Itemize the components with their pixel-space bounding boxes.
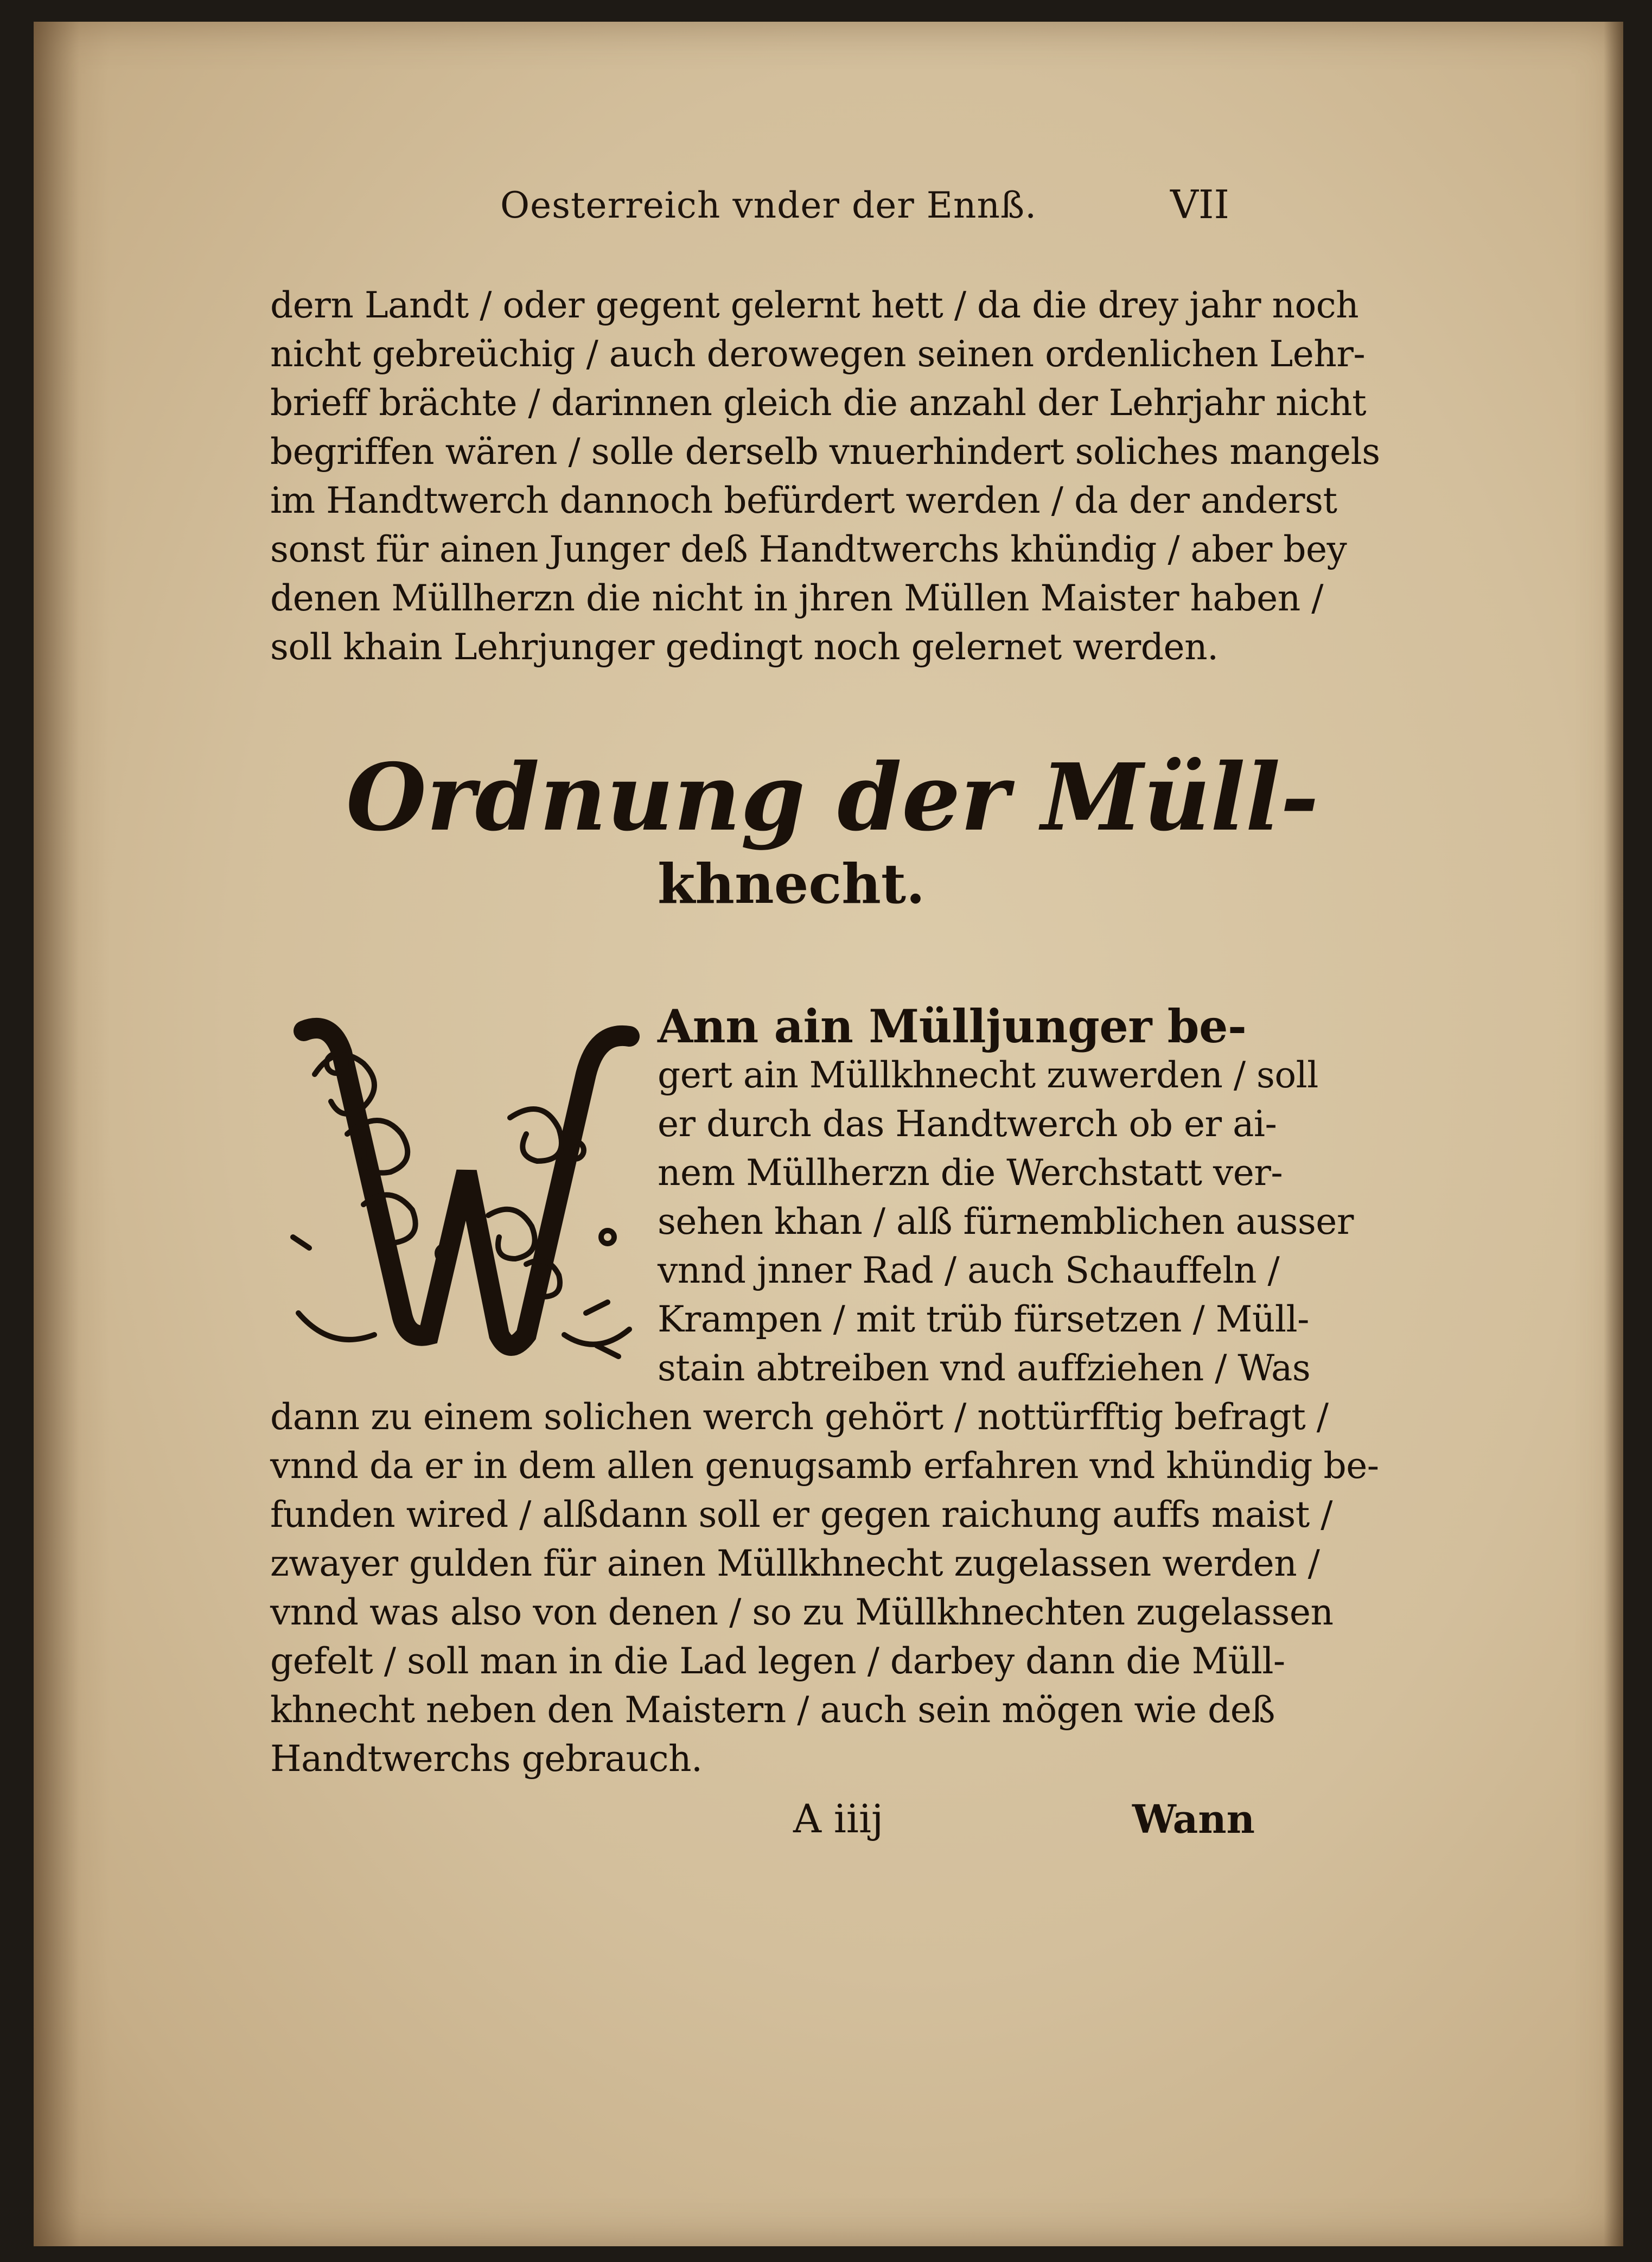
paragraph-2-indented — [658, 999, 1354, 1393]
text-line: stain abtreiben vnd auffziehen / Was — [658, 1347, 1311, 1389]
text-line: Ann ain Mülljunger be- — [658, 999, 1247, 1053]
paragraph-1 — [270, 281, 1380, 672]
text-line: vnnd jnner Rad / auch Schauffeln / — [658, 1250, 1280, 1291]
catchword: Wann — [1132, 1796, 1255, 1842]
text-line: khnecht neben den Maistern / auch sein mögen wie deß — [270, 1689, 1275, 1731]
text-line: funden wired / alßdann soll er gegen raichung auffs maist / — [270, 1494, 1332, 1535]
signature-mark: A iiij — [793, 1796, 884, 1842]
text-line: soll khain Lehrjunger gedingt noch gelernet werden. — [270, 626, 1219, 668]
binding-gutter — [34, 22, 110, 2246]
text-line: sonst für ainen Junger deß Handtwerchs khündig / aber bey — [270, 528, 1347, 570]
page-number: VII — [1170, 182, 1229, 227]
text-line: brieff brächte / darinnen gleich die anzahl der Lehrjahr nicht — [270, 382, 1367, 424]
paragraph-2-continued — [270, 1393, 1379, 1784]
text-line: vnnd da er in dem allen genugsamb erfahren vnd khündig be- — [270, 1445, 1379, 1487]
text-line: denen Müllherzn die nicht in jhren Müllen Maister haben / — [270, 577, 1323, 619]
running-head: Oesterreich vnder der Ennß. — [500, 184, 1037, 226]
text-line: vnnd was also von denen / so zu Müllkhnechten zugelassen — [270, 1591, 1334, 1633]
text-line: zwayer gulden für ainen Müllkhnecht zugelassen werden / — [270, 1543, 1320, 1584]
section-heading-line-1: Ordnung der Müll- — [346, 743, 1319, 852]
text-line: im Handtwerch dannoch befürdert werden / da der anderst — [270, 480, 1337, 521]
text-line: gefelt / soll man in die Lad legen / darbey dann die Müll- — [270, 1640, 1285, 1682]
text-line: Handtwerchs gebrauch. — [270, 1738, 703, 1780]
text-line: Krampen / mit trüb fürsetzen / Müll- — [658, 1298, 1309, 1340]
text-line: dern Landt / oder gegent gelernt hett / da die drey jahr noch — [270, 284, 1359, 326]
text-line: dann zu einem solichen werch gehört / nottürfftig befragt / — [270, 1396, 1329, 1438]
text-line: er durch das Handtwerch ob er ai- — [658, 1103, 1277, 1145]
initial-letter: W — [326, 1057, 607, 1350]
text-line: begriffen wären / solle derselb vnuerhindert soliches mangels — [270, 431, 1380, 473]
paper-leaf — [34, 22, 1623, 2246]
text-line: sehen khan / alß fürnemblichen ausser — [658, 1201, 1354, 1242]
text-line: gert ain Müllkhnecht zuwerden / soll — [658, 1054, 1318, 1096]
decorated-initial-w — [282, 1009, 651, 1389]
page-edge — [1604, 22, 1623, 2246]
text-line: nicht gebreüchig / auch derowegen seinen ordenlichen Lehr- — [270, 333, 1366, 375]
section-heading-line-2: khnecht. — [658, 852, 925, 916]
text-line: nem Müllherzn die Werchstatt ver- — [658, 1152, 1283, 1194]
